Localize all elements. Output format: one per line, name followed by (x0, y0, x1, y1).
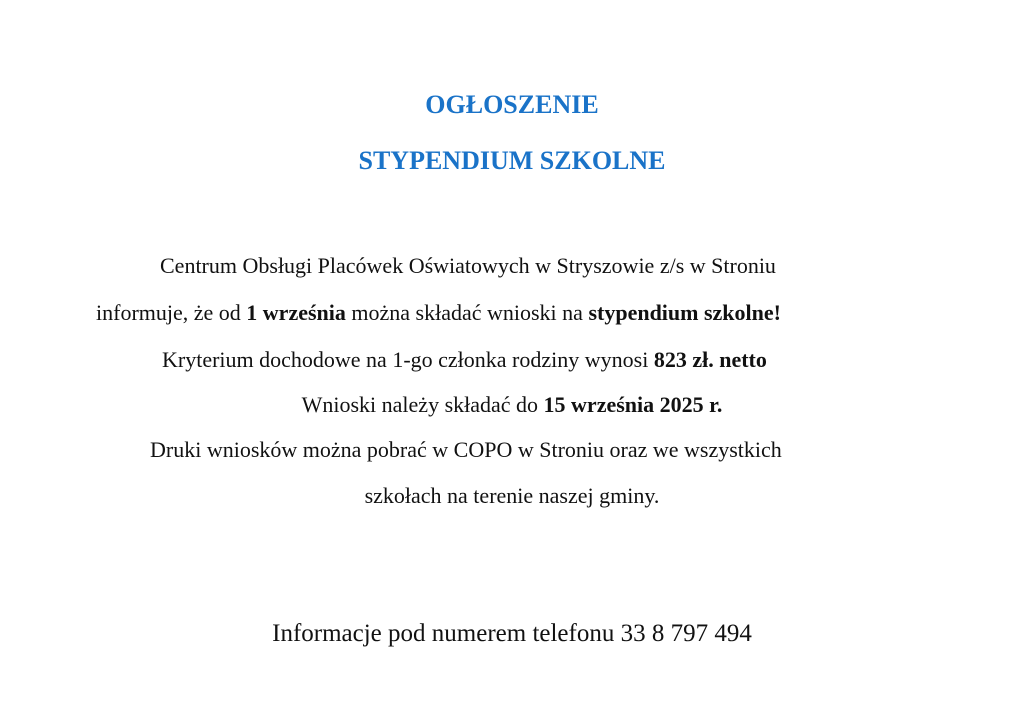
start-date: 1 września (246, 300, 346, 325)
body-line-2-text-b: można składać wnioski na (345, 300, 589, 325)
income-threshold: 823 zł. netto (653, 347, 767, 372)
body-line-4 (0, 392, 1024, 418)
scholarship-name: stypendium szkolne! (588, 300, 781, 325)
body-line-2-text-a: informuje, że od (96, 300, 247, 325)
body-line-5: Druki wniosków można pobrać w COPO w Stroniu oraz we wszystkich (150, 437, 782, 462)
announcement-subtitle: STYPENDIUM SZKOLNE (358, 146, 666, 175)
body-line-6: szkołach na terenie naszej gminy. (364, 483, 660, 508)
body-line-3-text: Kryterium dochodowe na 1-go członka rodziny wynosi (162, 347, 654, 372)
body-line-2 (96, 300, 781, 326)
body-line-1: Centrum Obsługi Placówek Oświatowych w Stryszowie z/s w Stroniu (160, 253, 776, 278)
contact-phone-line: Informacje pod numerem telefonu 33 8 797 494 (272, 620, 752, 647)
body-line-3 (162, 347, 767, 373)
deadline-date: 15 września 2025 r. (543, 392, 723, 417)
body-line-4-text: Wnioski należy składać do (301, 392, 544, 417)
announcement-title: OGŁOSZENIE (425, 90, 599, 119)
